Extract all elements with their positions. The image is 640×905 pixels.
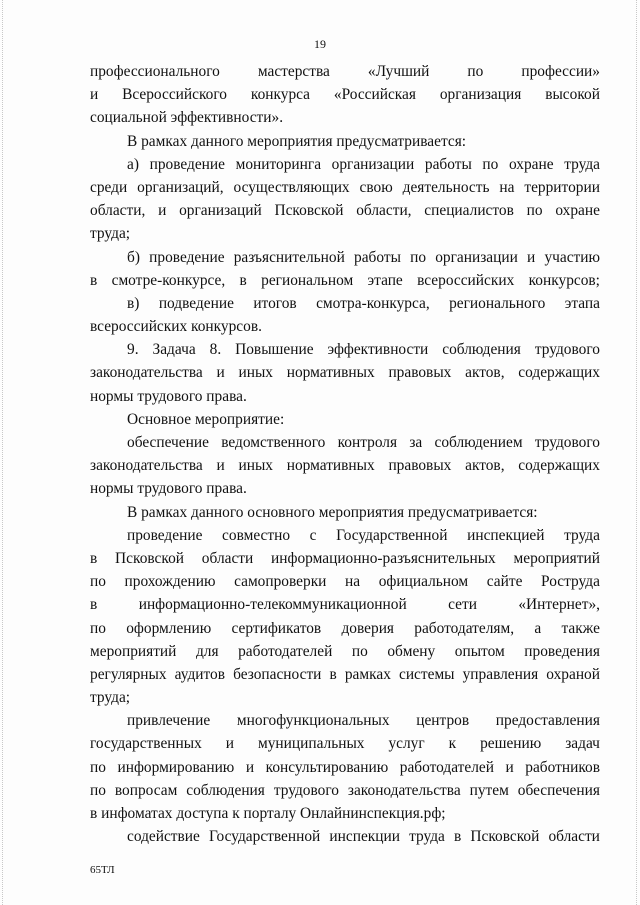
text-word: решению bbox=[480, 735, 542, 753]
text-word: по bbox=[482, 155, 499, 173]
text-word: специалистов bbox=[424, 202, 514, 220]
text-word: области, bbox=[90, 202, 146, 220]
text-word: совместно bbox=[222, 526, 291, 544]
text-word: работы bbox=[424, 155, 472, 173]
text-word: и bbox=[505, 758, 514, 776]
text-word: Всероссийского bbox=[122, 86, 227, 104]
text-word: многофункциональных bbox=[236, 712, 390, 730]
text-word: Государственной bbox=[208, 828, 321, 846]
text-word: в bbox=[453, 828, 462, 846]
text-word: территории bbox=[524, 178, 600, 196]
text-word: мониторинга bbox=[235, 155, 322, 173]
text-word: в bbox=[90, 271, 98, 289]
text-line bbox=[90, 431, 600, 454]
text-word: консультированию bbox=[265, 758, 389, 776]
text-word: законодательства bbox=[347, 781, 461, 799]
text-word: соблюдением bbox=[434, 434, 523, 451]
text-word: конкурсов; bbox=[528, 271, 600, 289]
document-body bbox=[90, 60, 600, 848]
page-number: 19 bbox=[314, 37, 326, 51]
text-word: организации bbox=[331, 155, 415, 173]
text-word: путем bbox=[469, 781, 509, 799]
text-word: профессионального bbox=[90, 63, 220, 80]
text-word: законодательства bbox=[90, 364, 203, 382]
text-word: опытом bbox=[454, 642, 505, 660]
text-word: также bbox=[561, 619, 600, 637]
text-word: информационно-разъяснительных bbox=[271, 549, 496, 567]
text-word: по bbox=[410, 248, 427, 266]
text-word: правовых bbox=[388, 364, 452, 382]
text-word: б) bbox=[127, 248, 140, 266]
text-word: мероприятий bbox=[90, 642, 177, 660]
text-line bbox=[90, 686, 600, 709]
text-word: свою bbox=[359, 178, 393, 196]
text-word: труда bbox=[564, 155, 600, 173]
text-word: охране bbox=[555, 202, 600, 220]
text-word: по bbox=[90, 619, 106, 637]
text-word: В рамках данного мероприятия предусматривается: bbox=[127, 132, 467, 150]
text-word: труда bbox=[564, 526, 600, 544]
text-word: работодателей bbox=[238, 642, 333, 660]
text-word: работников bbox=[525, 758, 600, 776]
text-word: Роструда bbox=[541, 573, 600, 591]
text-word: ведомственного bbox=[221, 434, 326, 451]
text-word: 9. bbox=[127, 341, 139, 359]
text-word: Государственной bbox=[336, 526, 448, 544]
text-line bbox=[90, 130, 600, 153]
text-line bbox=[90, 408, 600, 431]
text-word: всероссийских bbox=[417, 271, 515, 289]
text-line bbox=[90, 454, 600, 477]
text-word: организаций, bbox=[137, 178, 224, 196]
text-word: контроля bbox=[337, 434, 398, 451]
text-word: привлечение bbox=[127, 712, 211, 730]
text-word: в bbox=[329, 665, 337, 683]
text-word: официальном bbox=[378, 573, 469, 591]
text-word: государственных bbox=[90, 735, 202, 753]
text-line bbox=[90, 825, 600, 848]
text-word: нормы трудового права. bbox=[90, 387, 247, 405]
text-line bbox=[90, 106, 600, 129]
text-word: обеспечение bbox=[127, 434, 209, 451]
text-word: области bbox=[201, 549, 254, 567]
text-word: региональном bbox=[261, 271, 354, 289]
text-word: центров bbox=[416, 712, 470, 730]
text-word: задач bbox=[565, 735, 600, 753]
text-word: законодательства bbox=[90, 457, 203, 475]
text-word: актов, bbox=[465, 364, 505, 382]
text-line bbox=[90, 246, 600, 269]
text-word: и bbox=[225, 735, 234, 753]
text-word: мастерства bbox=[257, 63, 330, 80]
text-word: Псковской bbox=[470, 828, 540, 846]
text-word: сертификатов bbox=[231, 619, 322, 637]
text-word: В рамках данного основного мероприятия предусматривается: bbox=[127, 503, 538, 521]
text-word: трудового bbox=[534, 341, 600, 359]
text-word: организации bbox=[435, 248, 518, 266]
text-word: актов, bbox=[465, 457, 505, 475]
text-line bbox=[90, 779, 600, 802]
text-line bbox=[90, 732, 600, 755]
text-word: высокой bbox=[545, 86, 600, 104]
text-word: Задача bbox=[152, 341, 196, 359]
text-word: осуществляющих bbox=[233, 178, 350, 196]
text-line bbox=[90, 83, 600, 106]
text-word: с bbox=[309, 526, 317, 544]
text-word: Псковской bbox=[115, 549, 185, 567]
text-word: «Интернет», bbox=[518, 596, 600, 614]
text-line bbox=[90, 477, 600, 500]
text-word: труда bbox=[409, 828, 445, 846]
text-word: «Лучший bbox=[367, 63, 430, 80]
text-word: предоставления bbox=[495, 712, 600, 730]
text-word: и bbox=[245, 758, 255, 776]
text-word: и bbox=[216, 457, 225, 475]
text-word: а) bbox=[127, 155, 139, 173]
text-word: этапа bbox=[564, 294, 600, 312]
text-line bbox=[90, 153, 600, 176]
text-word: по bbox=[526, 202, 543, 220]
text-word: инспекции bbox=[329, 828, 400, 846]
text-line bbox=[90, 269, 600, 292]
text-word: на bbox=[345, 573, 361, 591]
text-word: соблюдения bbox=[442, 341, 521, 359]
text-word: обмену bbox=[387, 642, 436, 660]
text-line bbox=[90, 222, 600, 245]
text-word: самопроверки bbox=[234, 573, 327, 591]
text-word: рамках bbox=[344, 665, 391, 683]
text-word: инспекцией bbox=[467, 526, 545, 544]
text-word: для bbox=[195, 642, 219, 660]
text-word: по bbox=[90, 781, 106, 799]
text-word: проведение bbox=[149, 155, 225, 173]
text-word: трудового bbox=[534, 434, 600, 451]
text-word: по bbox=[467, 63, 484, 80]
text-word: организация bbox=[439, 86, 522, 104]
text-word: профессии» bbox=[521, 63, 600, 80]
text-word: содействие bbox=[127, 828, 200, 846]
text-word: иных bbox=[238, 364, 273, 382]
text-line bbox=[90, 501, 600, 524]
text-word: смотре-конкурсе, bbox=[111, 271, 226, 289]
text-line bbox=[90, 199, 600, 222]
text-word: по bbox=[90, 573, 106, 591]
text-word: проведения bbox=[524, 642, 600, 660]
text-line bbox=[90, 385, 600, 408]
text-word: в) bbox=[127, 294, 140, 312]
text-word: подведение bbox=[158, 294, 234, 312]
text-word: области bbox=[548, 828, 600, 846]
text-word: охране bbox=[508, 155, 554, 173]
text-word: сайте bbox=[486, 573, 523, 591]
text-line bbox=[90, 593, 600, 616]
text-word: деятельность bbox=[402, 178, 490, 196]
text-word: правовых bbox=[388, 457, 452, 475]
text-word: смотра-конкурса, bbox=[316, 294, 430, 312]
text-word: содержащих bbox=[518, 457, 600, 475]
text-word: обеспечения bbox=[517, 781, 600, 799]
text-word: системы bbox=[398, 665, 455, 683]
text-word: по bbox=[351, 642, 368, 660]
text-word: оформлению bbox=[126, 619, 212, 637]
text-word: этапе bbox=[367, 271, 403, 289]
text-word: эффективности bbox=[327, 341, 429, 359]
text-word: информированию bbox=[117, 758, 235, 776]
text-word: проведение bbox=[149, 248, 225, 266]
text-word: конкурса bbox=[250, 86, 311, 104]
text-word: на bbox=[499, 178, 515, 196]
text-word: работодателям, bbox=[414, 619, 515, 637]
text-line bbox=[90, 338, 600, 361]
text-line bbox=[90, 292, 600, 315]
text-word: к bbox=[448, 735, 457, 753]
text-word: нормативных bbox=[286, 457, 375, 475]
text-line bbox=[90, 524, 600, 547]
text-word: нормы трудового права. bbox=[90, 480, 247, 498]
text-word: сети bbox=[448, 596, 477, 614]
text-word: прохождению bbox=[124, 573, 216, 591]
text-word: 8. bbox=[209, 341, 222, 359]
text-word: работодателей bbox=[399, 758, 494, 776]
text-line bbox=[90, 60, 600, 83]
text-word: и bbox=[158, 202, 167, 220]
text-word: регулярных bbox=[90, 665, 167, 683]
text-word: управления bbox=[462, 665, 539, 683]
text-line bbox=[90, 617, 600, 640]
text-word: проведение bbox=[127, 526, 203, 544]
text-word: в bbox=[90, 596, 98, 614]
text-word: труда; bbox=[90, 689, 131, 707]
text-word: трудового bbox=[273, 781, 339, 799]
text-line bbox=[90, 315, 600, 338]
text-line bbox=[90, 663, 600, 686]
text-line bbox=[90, 756, 600, 779]
text-word: в bbox=[239, 271, 247, 289]
text-line bbox=[90, 802, 600, 825]
text-word: доверия bbox=[341, 619, 395, 637]
text-line bbox=[90, 547, 600, 570]
page-edge-right bbox=[636, 0, 638, 905]
text-word: мероприятий bbox=[513, 549, 600, 567]
text-word: безопасности bbox=[233, 665, 322, 683]
text-word: всероссийских конкурсов. bbox=[90, 318, 262, 336]
text-word: среди bbox=[90, 178, 128, 196]
text-word: вопросам bbox=[114, 781, 178, 799]
text-word: в bbox=[90, 549, 98, 567]
text-line bbox=[90, 361, 600, 384]
text-word: «Российская bbox=[333, 86, 416, 104]
text-line bbox=[90, 640, 600, 663]
text-word: Псковской bbox=[274, 202, 344, 220]
text-word: аудитов bbox=[174, 665, 225, 683]
text-word: участию bbox=[544, 248, 600, 266]
text-line bbox=[90, 176, 600, 199]
text-word: и bbox=[216, 364, 225, 382]
text-word: иных bbox=[238, 457, 273, 475]
text-word: труда; bbox=[90, 225, 131, 243]
page-edge-left bbox=[2, 0, 4, 905]
text-word: в инфоматах доступа к порталу Онлайнинспекция.рф; bbox=[90, 805, 446, 822]
text-word: услуг bbox=[388, 735, 425, 753]
text-word: информационно-телекоммуникационной bbox=[138, 596, 407, 614]
text-word: и bbox=[527, 248, 536, 266]
text-word: за bbox=[409, 434, 423, 451]
text-word: по bbox=[90, 758, 106, 776]
text-word: нормативных bbox=[286, 364, 375, 382]
text-word: а bbox=[534, 619, 542, 637]
text-word: области, bbox=[356, 202, 412, 220]
text-line bbox=[90, 570, 600, 593]
text-word: работы bbox=[354, 248, 401, 266]
text-word: организаций bbox=[179, 202, 262, 220]
text-word: Повышение bbox=[235, 341, 314, 359]
text-line bbox=[90, 709, 600, 732]
text-word: социальной эффективности». bbox=[90, 109, 284, 127]
text-word: охраной bbox=[546, 665, 600, 683]
text-word: регионального bbox=[449, 294, 546, 312]
footer-code: 65ТЛ bbox=[90, 864, 115, 876]
text-word: содержащих bbox=[518, 364, 600, 382]
text-word: разъяснительной bbox=[233, 248, 345, 266]
text-word: Основное мероприятие: bbox=[127, 410, 285, 428]
text-word: соблюдения bbox=[186, 781, 265, 799]
text-word: и bbox=[90, 86, 99, 104]
text-word: итогов bbox=[253, 294, 297, 312]
text-word: муниципальных bbox=[257, 735, 365, 753]
